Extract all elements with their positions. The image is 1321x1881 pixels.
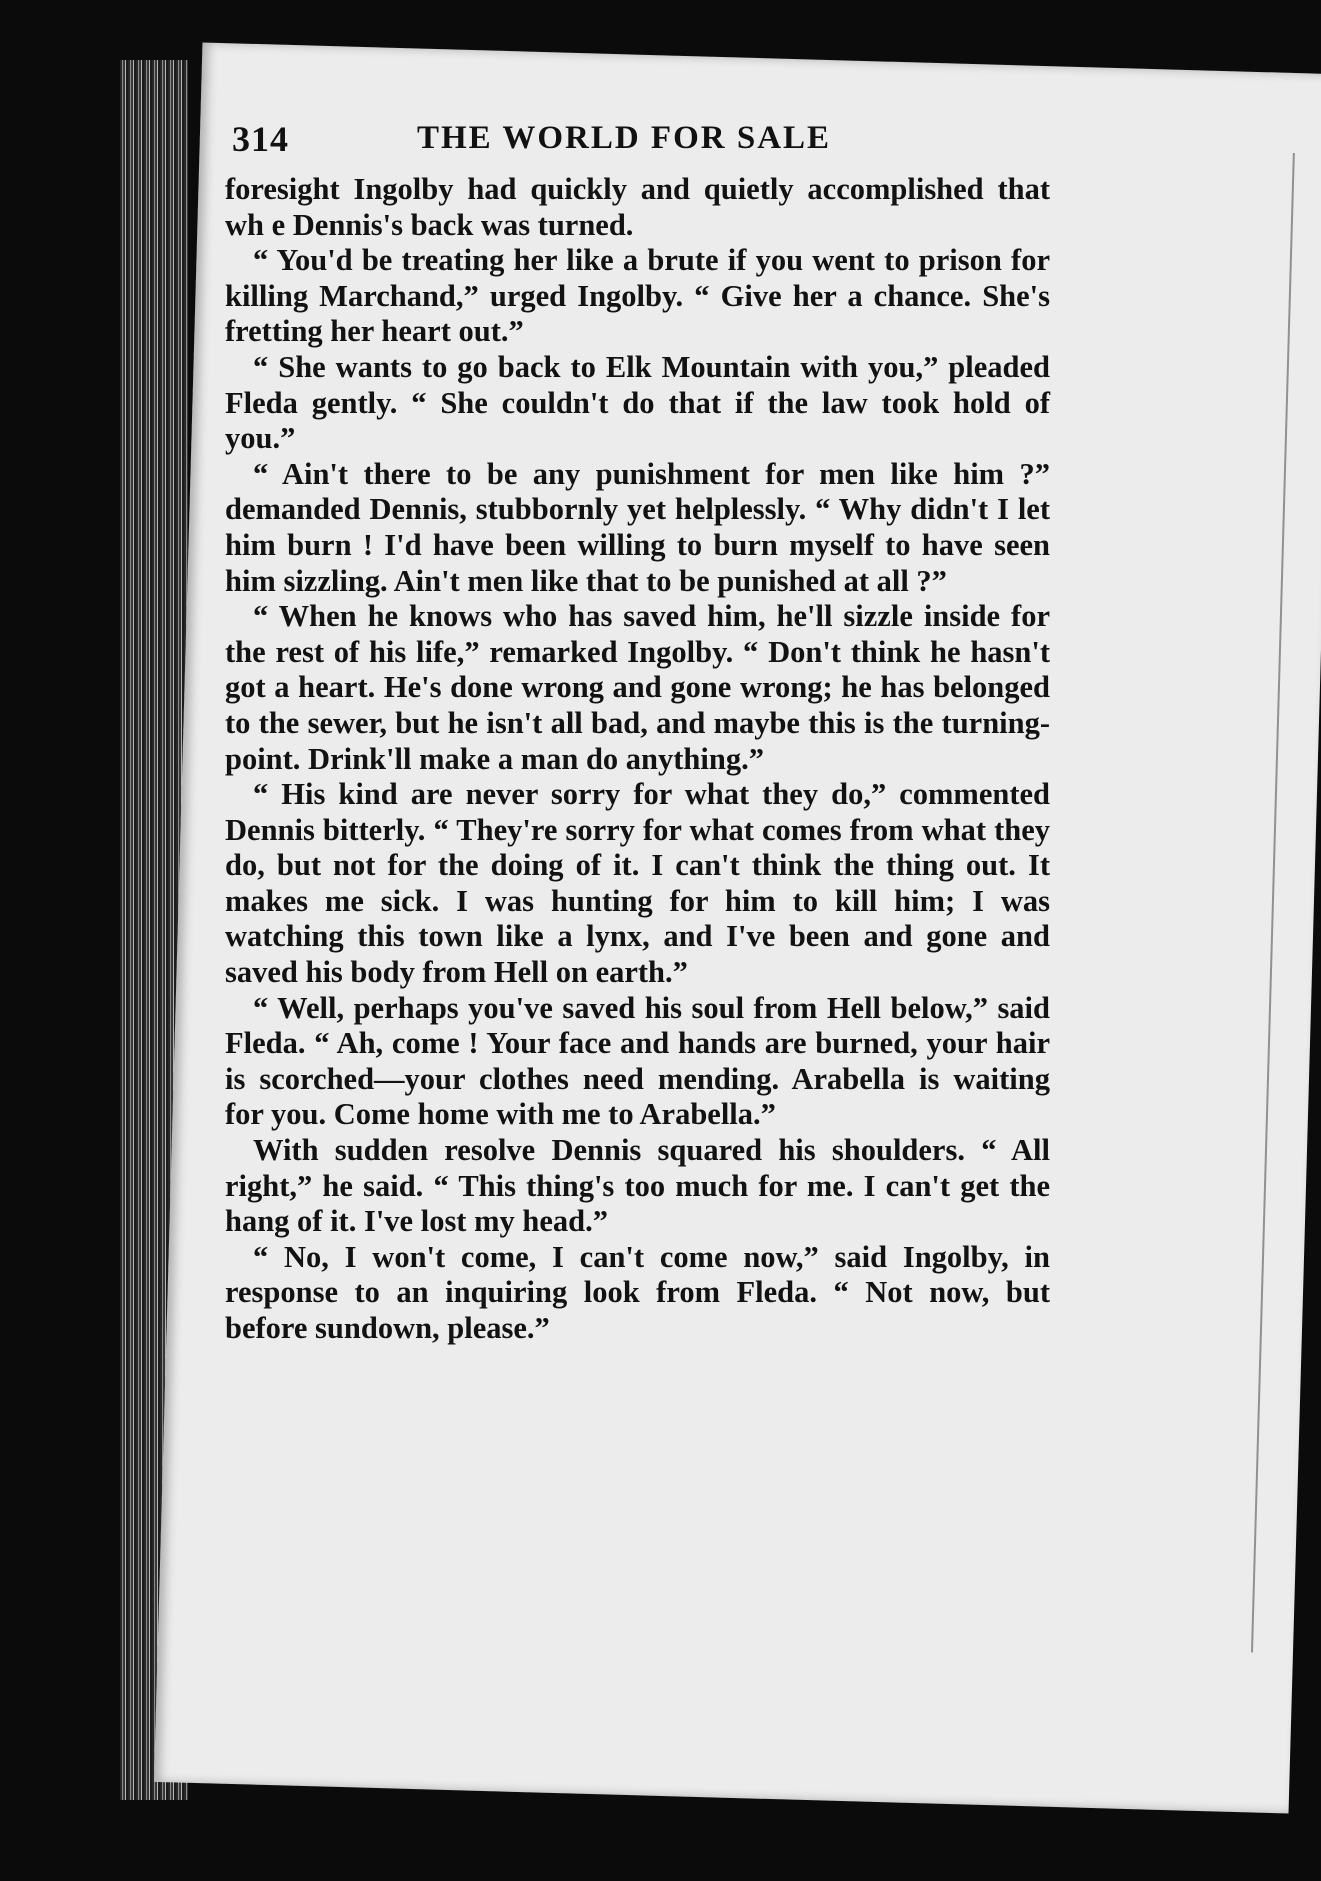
paragraph: “ She wants to go back to Elk Mountain with you,” pleaded Fleda gently. “ She couldn't do that if the law took hold of you.” <box>225 349 1050 456</box>
paragraph: “ Well, perhaps you've saved his soul from Hell below,” said Fleda. “ Ah, come ! Your face and hands are burned, your hair is scorched—your clothes need mending. Arabella is waiting for you. Come home with me to Arabella.” <box>225 990 1050 1132</box>
page-header <box>232 118 1032 162</box>
paragraph: “ No, I won't come, I can't come now,” said Ingolby, in response to an inquiring look from Fleda. “ Not now, but before sundown, please.” <box>225 1239 1050 1345</box>
paragraph: “ His kind are never sorry for what they do,” commented Dennis bitterly. “ They're sorry for what comes from what they do, but not for the doing of it. I can't think the thing out. It makes me sick. I was hunting for him to kill him; I was watching this town like a lynx, and I've been and gone and saved his body from Hell on earth.” <box>225 777 1050 990</box>
body-text <box>225 172 1050 1347</box>
paragraph: “ When he knows who has saved him, he'll sizzle inside for the rest of his life,” remarked Ingolby. “ Don't think he hasn't got a heart. He's done wrong and gone wrong; he has belonged to the sewer, but he isn't all bad, and maybe this is the turning-point. Drink'll make a man do anything.” <box>225 599 1050 776</box>
paragraph: “ You'd be treating her like a brute if you went to prison for killing Marchand,” urged Ingolby. “ Give her a chance. She's fretting her heart out.” <box>225 243 1050 349</box>
paragraph: foresight Ingolby had quickly and quietly accomplished that wh e Dennis's back was turned. <box>225 172 1050 242</box>
running-title: THE WORLD FOR SALE <box>417 120 832 156</box>
page-number: 314 <box>232 119 289 159</box>
paragraph: With sudden resolve Dennis squared his shoulders. “ All right,” he said. “ This thing's too much for me. I can't get the hang of it. I've lost my head.” <box>225 1133 1050 1239</box>
paragraph: “ Ain't there to be any punishment for men like him ?” demanded Dennis, stubbornly yet helplessly. “ Why didn't I let him burn ! I'd have been willing to burn myself to have seen him sizzling. Ain't men like that to be punished at all ?” <box>225 456 1050 598</box>
